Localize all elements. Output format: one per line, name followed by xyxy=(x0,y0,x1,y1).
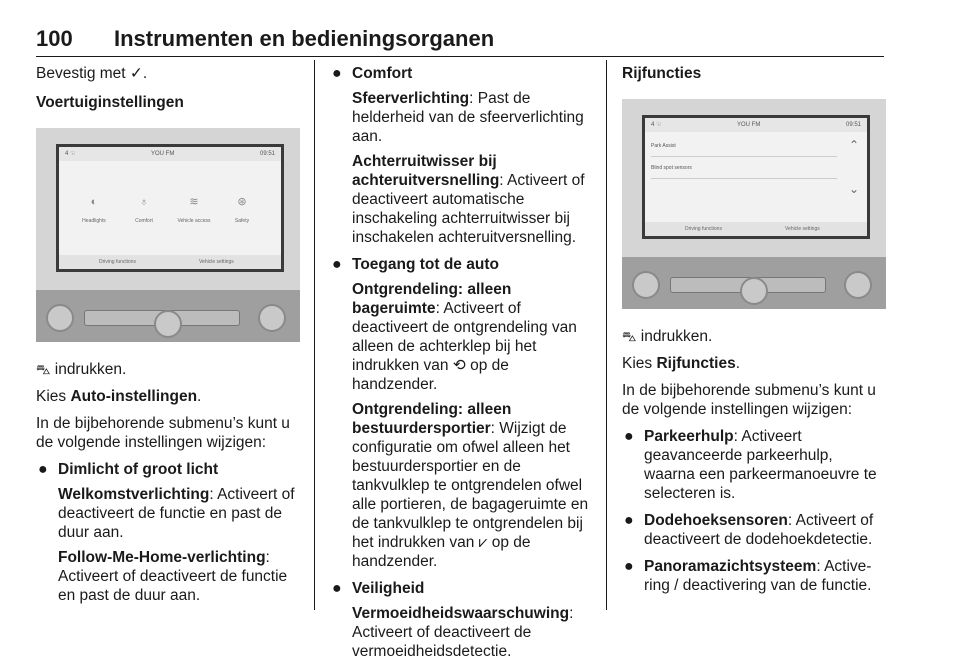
choose-line xyxy=(622,354,886,373)
press-instruction xyxy=(36,360,300,379)
headlight-icon: ◐ xyxy=(90,196,98,208)
tune-knob xyxy=(258,304,286,332)
setting-row xyxy=(651,136,837,157)
list-item-text: : Active-ring / deactivering van de functie. xyxy=(644,558,872,594)
page-header xyxy=(36,26,884,57)
sub-item-text: : Activeert of deactiveert de ontgrendeling van alleen de achterklep bij het indrukken van ⟲ op de handzender. xyxy=(352,300,577,393)
list-item-text: : Activeert geavanceerde parkeerhulp, waarna een parkeermanoeuvre te selecteren is. xyxy=(644,428,877,502)
submenu-text: In de bijbehorende submenu’s kunt u de volgende instellingen wijzigen: xyxy=(622,382,876,418)
screen-topbar-time: 09:51 xyxy=(259,151,275,157)
list-item-title: Comfort xyxy=(352,65,413,82)
list-item-title: Toegang tot de auto xyxy=(352,256,499,273)
settings-list xyxy=(330,64,590,661)
settings-list xyxy=(36,460,300,605)
chevron-down-icon: ⌄ xyxy=(848,182,859,196)
row-label: Park Assist xyxy=(651,143,676,149)
list-item-bold: Dodehoeksensoren xyxy=(644,512,788,529)
sub-item xyxy=(352,280,590,394)
list-item-title: Veiligheid xyxy=(352,580,425,597)
sub-item xyxy=(352,152,590,247)
headlights-tile xyxy=(77,193,111,231)
driving-functions-screen-image xyxy=(622,99,886,309)
bullet-icon: ● xyxy=(624,428,634,445)
sub-item-text: : Activeert of deactiveert de functie en past de duur aan. xyxy=(58,549,288,604)
tile-label: Vehicle access xyxy=(177,218,211,224)
choose-prefix: Kies xyxy=(622,355,657,372)
bullet-icon: ● xyxy=(332,65,342,82)
signal-icon: ≋ xyxy=(189,196,199,208)
vehicle-access-tile xyxy=(177,193,211,231)
column-divider xyxy=(314,60,315,610)
sub-item-bold: Follow-Me-Home-verlichting xyxy=(58,549,266,566)
tile-label: Comfort xyxy=(135,218,153,224)
center-knob xyxy=(154,310,182,338)
list-item xyxy=(330,255,590,571)
screen-bottom-right: Vehicle settings xyxy=(199,259,234,265)
choose-line xyxy=(36,387,300,406)
choose-suffix: . xyxy=(197,388,202,405)
list-item xyxy=(330,64,590,247)
sub-item-text: : Activeert of deactiveert automatische inschakeling achterruitwisser bij inschakelen achteruitversnelling. xyxy=(352,172,585,246)
setting-row xyxy=(651,158,837,179)
column-1 xyxy=(36,64,300,613)
car-settings-icon: ⛍ xyxy=(36,361,51,377)
press-text: indrukken. xyxy=(54,361,127,378)
list-item-title: Dimlicht of groot licht xyxy=(58,461,219,478)
tile-label: Safety xyxy=(234,218,250,224)
sub-item-text: : Past de helderheid van de sfeerverlichting aan. xyxy=(352,90,584,145)
bullet-icon: ● xyxy=(332,256,342,273)
press-instruction xyxy=(622,327,886,346)
sub-item xyxy=(58,548,300,605)
center-knob xyxy=(740,277,768,305)
screen-topbar-mid: YOU FM xyxy=(737,122,761,128)
sub-item-text: : Activeert of deactiveert de functie en past de duur aan. xyxy=(58,486,295,541)
sub-item xyxy=(352,604,590,661)
sub-item-bold: Ontgrendeling: alleen bageruimte xyxy=(352,281,512,317)
volume-knob xyxy=(632,271,660,299)
bullet-icon: ● xyxy=(624,558,634,575)
press-text: indrukken. xyxy=(640,328,713,345)
list-item-bold: Panoramazichtsysteem xyxy=(644,558,817,575)
sub-item-bold: Achterruitwisser bij achteruitversnelling xyxy=(352,153,500,189)
section-title: Voertuiginstellingen xyxy=(36,94,184,111)
steering-icon: ⊛ xyxy=(237,196,247,208)
safety-tile xyxy=(225,193,259,231)
sub-item-bold: Ontgrendeling: alleen bestuurdersportier xyxy=(352,401,512,437)
list-item xyxy=(622,557,886,595)
list-item xyxy=(330,579,590,661)
choose-bold: Rijfuncties xyxy=(656,355,736,372)
submenu-text: In de bijbehorende submenu’s kunt u de volgende instellingen wijzigen: xyxy=(36,415,290,451)
screen-bottom-left: Driving functions xyxy=(99,259,136,265)
screen-topbar-left: 4 ☜ xyxy=(651,122,662,128)
list-item xyxy=(36,460,300,605)
chevron-up-icon: ⌃ xyxy=(848,138,859,152)
volume-knob xyxy=(46,304,74,332)
bullet-icon: ● xyxy=(332,580,342,597)
sub-item-bold: Vermoeidheidswaarschuwing xyxy=(352,605,570,622)
sub-item xyxy=(352,400,590,571)
list-item-text: : Activeert of deactiveert de dodehoekdetectie. xyxy=(644,512,874,548)
bullet-icon: ● xyxy=(38,461,48,478)
column-2 xyxy=(330,64,590,669)
bulb-icon: ♁ xyxy=(139,196,149,208)
list-item-bold: Parkeerhulp xyxy=(644,428,734,445)
comfort-tile xyxy=(127,193,161,231)
intro-text: Bevestig met ✓. xyxy=(36,65,148,82)
settings-list xyxy=(622,427,886,595)
list-item xyxy=(622,427,886,503)
screen-topbar-time: 09:51 xyxy=(845,122,861,128)
tune-knob xyxy=(844,271,872,299)
car-settings-icon: ⛍ xyxy=(622,328,637,344)
column-divider xyxy=(606,60,607,610)
screen-topbar-mid: YOU FM xyxy=(151,151,175,157)
choose-prefix: Kies xyxy=(36,388,71,405)
choose-suffix: . xyxy=(735,355,741,372)
bullet-icon: ● xyxy=(624,512,634,529)
sub-item-bold: Welkomstverlichting xyxy=(58,486,210,503)
sub-item-bold: Sfeerverlichting xyxy=(352,90,470,107)
vehicle-settings-screen-image xyxy=(36,128,300,342)
screen-bottom-right: Vehicle settings xyxy=(785,226,820,232)
screen-topbar-left: 4 ☜ xyxy=(65,151,76,157)
choose-bold: Auto-instellingen xyxy=(70,388,198,405)
column-3 xyxy=(622,64,886,603)
row-label: Blind spot sensors xyxy=(651,165,692,171)
sub-item-text: : Activeert of deactiveert de vermoeidheidsdetectie. xyxy=(352,605,574,660)
dashboard-panel xyxy=(622,257,886,309)
list-item xyxy=(622,511,886,549)
screen-bottom-left: Driving functions xyxy=(685,226,722,232)
page-number: 100 xyxy=(36,26,73,51)
tile-label: Headlights xyxy=(82,218,106,224)
sub-item xyxy=(58,485,300,542)
page-title: Instrumenten en bedieningsorganen xyxy=(114,26,495,51)
sub-item-text: : Wijzigt de configuratie om ofwel alleen het bestuurdersportier en de tankvulklep te ontgrendelen ofwel alle portieren, de bagageruimte en de tankvulklep te ontgrendelen bij het indrukken van ⩗ op de handzender. xyxy=(352,420,589,570)
section-title: Rijfuncties xyxy=(622,65,702,82)
dashboard-panel xyxy=(36,290,300,342)
sub-item xyxy=(352,89,590,146)
